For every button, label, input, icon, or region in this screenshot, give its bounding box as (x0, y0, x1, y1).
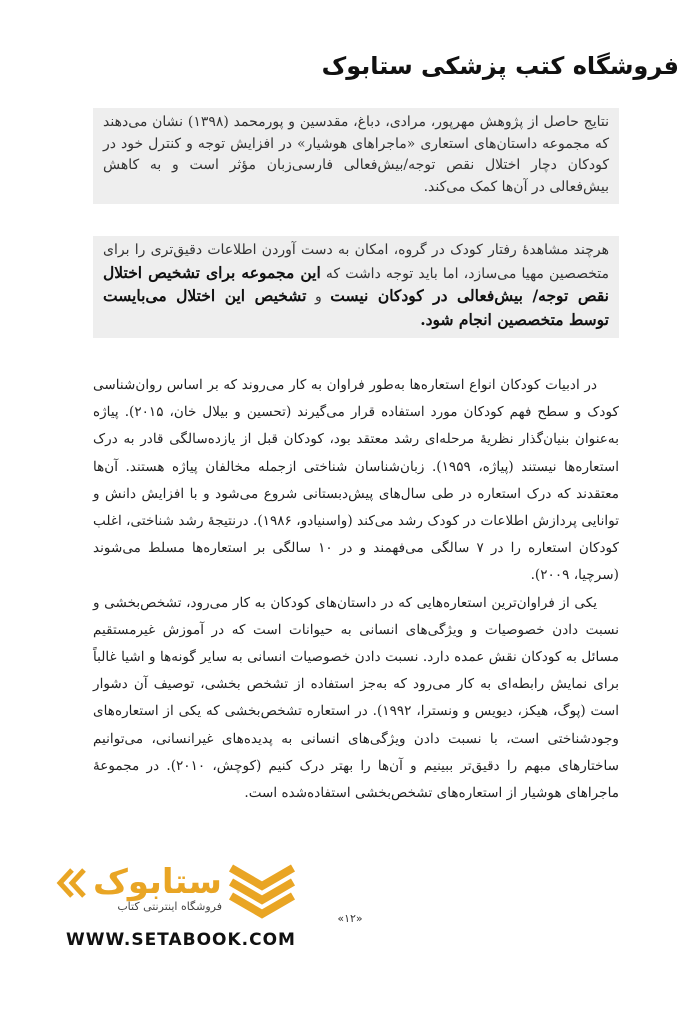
watermark-logo (62, 862, 302, 962)
paragraph-personification: یکی از فراوان‌ترین استعاره‌هایی که در داستان‌های کودکان به کار می‌رود، تشخص‌بخشی و نسبت دادن خصوصیات و ویژگی‌های انسانی به حیوانات است که در آموزش غیرمستقیم مسائل به کودکان نقش عمده دارد. نسبت دادن خصوصیات انسانی به سایر گونه‌ها و اشیا غالباً برای نمایش رابطه‌ای به کار می‌رود که به‌جز استفاده از تشخص بخشی، توصیف آن دشوار است (پوگ، هیکز، دیویس و ونسترا، ۱۹۹۲). در استعاره تشخص‌بخشی که یکی از استعاره‌های وجودشناختی است، با نسبت دادن ویژگی‌های انسانی به پدیده‌های غیرانسانی، می‌توانیم ساختارهای مبهم را دقیق‌تر ببینیم و آن‌ها را بهتر درک کنیم (کوچش، ۲۰۱۰). در مجموعهٔ ماجراهای هوشیار از استعاره‌های تشخص‌بخشی استفاده‌شده است. (93, 594, 619, 802)
watermark-tagline: فروشگاه اینترنتی کتاب (117, 900, 222, 913)
highlight-box-diagnosis-note (93, 236, 619, 338)
highlight-box-findings (93, 108, 619, 204)
diagnosis-note-intro: هرچند مشاهدهٔ رفتار کودک در گروه، امکان به دست آوردن اطلاعات دقیق‌تری را برای متخصصین مهیا می‌سازد، اما باید توجه داشت که (103, 242, 609, 282)
findings-text: نتایج حاصل از پژوهش مهرپور، مرادی، دباغ، مقدسین و پورمحمد (۱۳۹۸) نشان می‌دهند که مجموعه داستان‌های استعاری «ماجراهای هوشیار» در افزایش توجه و کنترل خود در کودکان دچار اختلال نقص توجه/بیش‌فعالی فارسی‌زبان مؤثر است و به کاهش بیش‌فعالی در آن‌ها کمک می‌کند. (103, 114, 609, 195)
stacked-chevrons-logo-icon (227, 864, 297, 920)
watermark-url: WWW.SETABOOK.COM (66, 930, 296, 950)
watermark-brand: ستابوک (93, 862, 222, 902)
diagnosis-note-emphasis-1: این مجموعه برای تشخیص اختلال نقص توجه/ بیش‌فعالی در کودکان نیست (103, 262, 609, 305)
paragraph-metaphors-in-childrens-literature: در ادبیات کودکان انواع استعاره‌ها به‌طور فراوان به کار می‌روند که بر اساس روان‌شناسی کودک و سطح فهم کودکان مورد استفاده قرار می‌گیرند (تحسین و بیلال خان، ۲۰۱۵). پیاژه به‌عنوان بنیان‌گذار نظریهٔ مرحله‌ای رشد معتقد بود، کودکان قبل از یازده‌سالگی قادر به درک استعاره‌ها نیستند (پیاژه، ۱۹۵۹). زبان‌شناسان شناختی ازجمله مخالفان پیاژه هستند. آن‌ها معتقدند که درک استعاره در طی سال‌های پیش‌دبستانی شروع می‌شود و با افزایش دانش و توانایی پردازش اطلاعات در کودک رشد می‌کند (واسنیادو، ۱۹۸۶). درنتیجهٔ رشد شناختی، اغلب کودکان استعاره را در ۷ سالگی می‌فهمند و در ۱۰ سالگی بر استعاره‌ها مسلط می‌شوند (سرچیا، ۲۰۰۹). (93, 377, 620, 584)
page-number: «۱۲» (337, 912, 363, 925)
diagnosis-note-conjunction: و (306, 289, 331, 305)
diagnosis-note-emphasis-2: تشخیص این اختلال می‌بایست توسط متخصصین انجام شود. (103, 286, 609, 329)
page-title: فروشگاه کتب پزشکی ستابوک (321, 52, 679, 80)
body-text (93, 372, 619, 807)
